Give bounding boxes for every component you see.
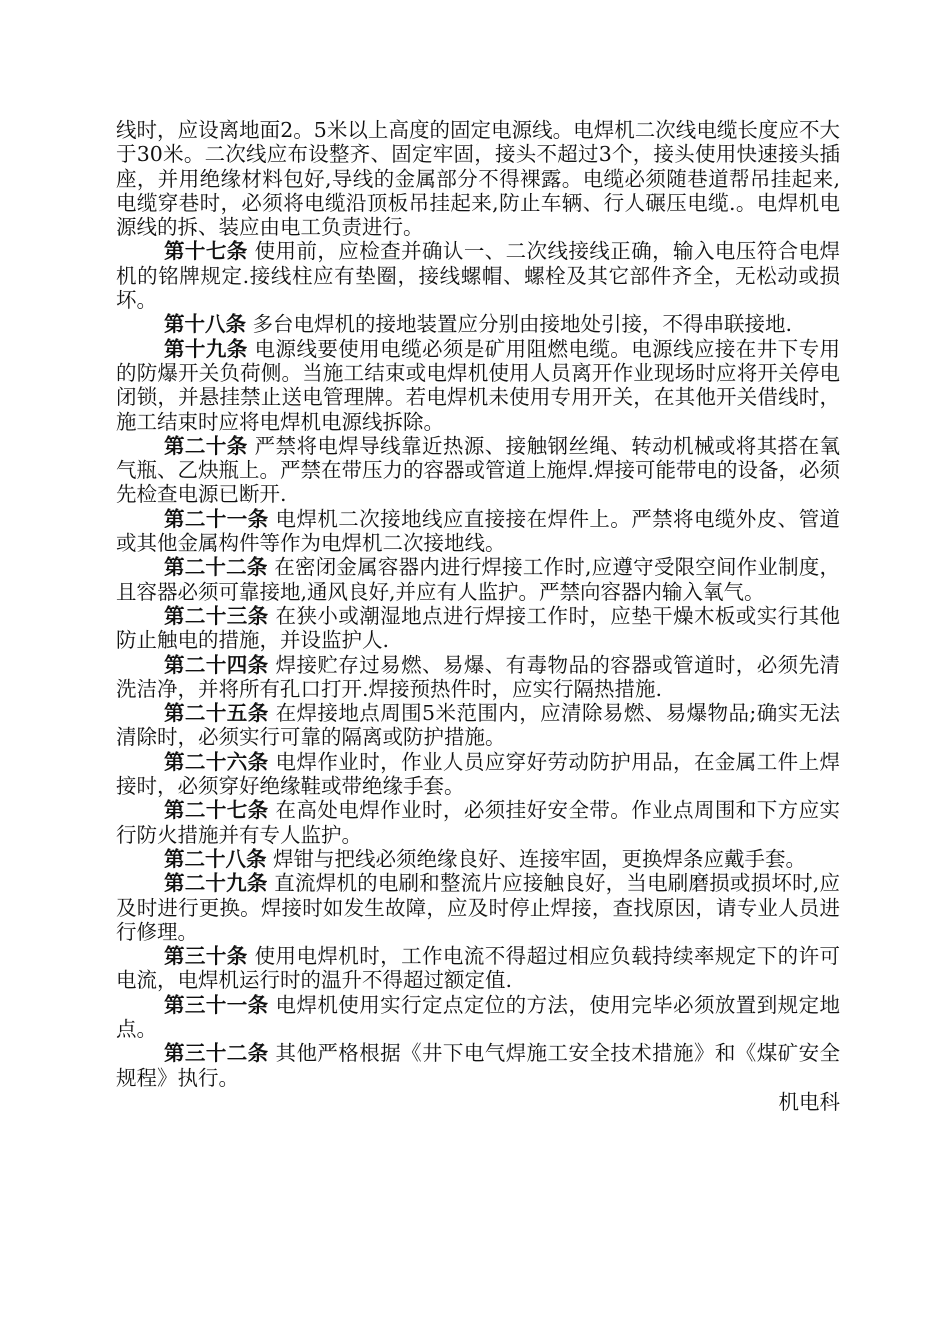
- article-title: 第十八条: [164, 312, 246, 337]
- article-30: [116, 944, 840, 993]
- article-27: [116, 798, 840, 847]
- article-18: [116, 312, 840, 336]
- article-title: 第二十八条: [164, 846, 267, 871]
- article-title: 第十九条: [164, 336, 248, 361]
- paragraph-continuation: [116, 118, 840, 239]
- article-title: 第十七条: [164, 239, 248, 264]
- paragraph-text: 线时，应设离地面2。5米以上高度的固定电源线。电焊机二次线电缆长度应不大于30米。二次线应布设整齐、固定牢固，接头不超过3个，接头使用快速接头插座，并用绝缘材料包好,导线的金属部分不得裸露。电缆必须随巷道帮吊挂起来,电缆穿巷时，必须将电缆沿顶板吊挂起来,防止车辆、行人碾压电缆.。电焊机电源线的拆、装应由电工负责进行。: [116, 118, 840, 240]
- article-text: 电源线要使用电缆必须是矿用阻燃电缆。电源线应接在井下专用的防爆开关负荷侧。当施工结束或电焊机使用人员离开作业现场时应将开关停电闭锁，并悬挂禁止送电管理牌。若电焊机未使用专用开关，在其他开关借线时，施工结束时应将电焊机电源线拆除。: [116, 336, 840, 434]
- article-28: [116, 847, 840, 871]
- article-19: [116, 337, 840, 434]
- article-text: 多台电焊机的接地装置应分别由接地处引接，不得串联接地.: [252, 312, 793, 337]
- article-title: 第二十条: [164, 433, 248, 458]
- article-title: 第三十条: [164, 944, 248, 969]
- article-title: 第二十五条: [164, 701, 269, 726]
- article-title: 第二十二条: [164, 555, 268, 580]
- article-text: 电焊机二次接地线应直接接在焊件上。严禁将电缆外皮、管道或其他金属构件等作为电焊机二次接地线。: [116, 506, 840, 556]
- article-text: 焊接贮存过易燃、易爆、有毒物品的容器或管道时，必须先清洗洁净，并将所有孔口打开.焊接预热件时，应实行隔热措施.: [116, 652, 840, 701]
- article-text: 在高处电焊作业时，必须挂好安全带。作业点周围和下方应实行防火措施并有专人监护。: [116, 798, 840, 847]
- article-title: 第三十二条: [164, 1041, 269, 1066]
- article-text: 在焊接地点周围5米范围内，应清除易燃、易爆物品;确实无法清除时，必须实行可靠的隔离或防护措施。: [116, 701, 840, 750]
- article-text: 其他严格根据《井下电气焊施工安全技术措施》和《煤矿安全规程》执行。: [116, 1041, 840, 1090]
- article-22: [116, 555, 840, 604]
- article-31: [116, 993, 840, 1042]
- article-25: [116, 701, 840, 750]
- article-23: [116, 604, 840, 653]
- article-17: [116, 239, 840, 312]
- article-20: [116, 434, 840, 507]
- article-text: 在狭小或潮湿地点进行焊接工作时，应垫干燥木板或实行其他防止触电的措施，并设监护人.: [116, 603, 840, 653]
- article-24: [116, 653, 840, 702]
- article-title: 第二十三条: [164, 603, 269, 628]
- article-text: 电焊机使用实行定点定位的方法，使用完毕必须放置到规定地点。: [116, 992, 840, 1041]
- article-title: 第二十九条: [164, 871, 268, 896]
- article-title: 第二十一条: [164, 506, 269, 531]
- article-text: 电焊作业时，作业人员应穿好劳动防护用品，在金属工件上焊接时，必须穿好绝缘鞋或带绝缘手套。: [116, 749, 840, 799]
- signature: 机电科: [778, 1089, 840, 1114]
- article-text: 直流焊机的电刷和整流片应接触良好，当电刷磨损或损坏时,应及时进行更换。焊接时如发生故障，应及时停止焊接，查找原因，请专业人员进行修理。: [116, 871, 841, 944]
- article-text: 焊钳与把线必须绝缘良好、连接牢固，更换焊条应戴手套。: [273, 846, 807, 871]
- article-21: [116, 507, 840, 556]
- article-32: [116, 1041, 840, 1090]
- article-title: 第二十七条: [164, 798, 269, 823]
- article-title: 第三十一条: [164, 992, 269, 1017]
- article-text: 使用前，应检查并确认一、二次线接线正确，输入电压符合电焊机的铭牌规定.接线柱应有垫圈，接线螺帽、螺栓及其它部件齐全，无松动或损坏。: [116, 239, 840, 313]
- article-text: 使用电焊机时，工作电流不得超过相应负载持续率规定下的许可电流，电焊机运行时的温升不得超过额定值.: [116, 944, 840, 993]
- document-body: [116, 118, 840, 1114]
- article-text: 在密闭金属容器内进行焊接工作时,应遵守受限空间作业制度，且容器必须可靠接地,通风良好,并应有人监护。严禁向容器内输入氧气。: [116, 555, 841, 604]
- article-26: [116, 750, 840, 799]
- article-text: 严禁将电焊导线靠近热源、接触钢丝绳、转动机械或将其搭在氧气瓶、乙炔瓶上。严禁在带压力的容器或管道上施焊.焊接可能带电的设备，必须先检查电源已断开.: [116, 433, 841, 507]
- article-title: 第二十四条: [164, 652, 269, 677]
- article-29: [116, 871, 840, 944]
- article-title: 第二十六条: [164, 749, 269, 774]
